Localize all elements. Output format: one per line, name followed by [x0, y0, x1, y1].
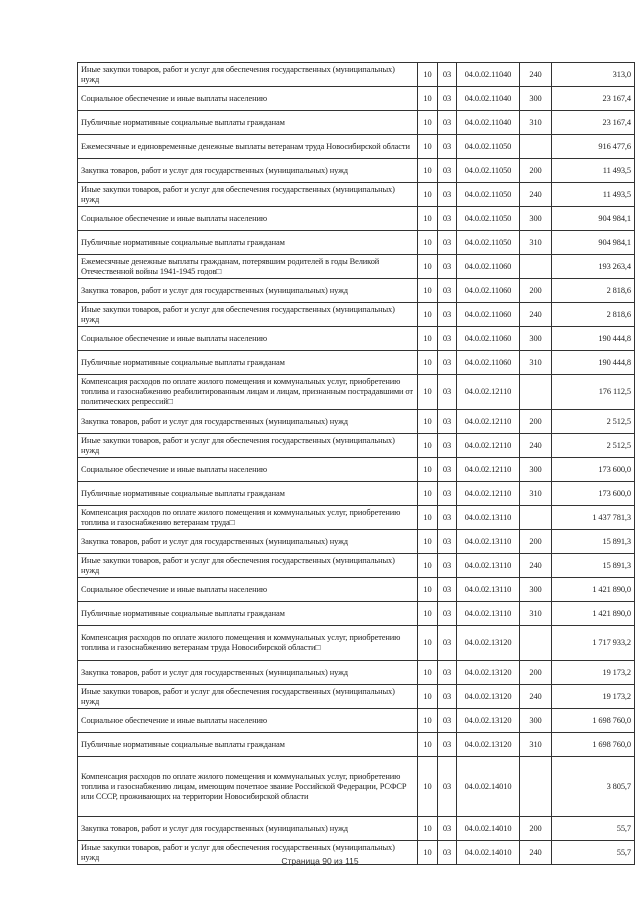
row-amount: 2 818,6: [552, 303, 635, 327]
table-row: [78, 733, 635, 757]
row-subsection-code: 03: [438, 279, 457, 303]
row-section-code: 10: [418, 434, 438, 458]
row-section-code: 10: [418, 506, 438, 530]
row-expense-type-code: [520, 135, 552, 159]
row-description: Публичные нормативные социальные выплаты гражданам: [78, 231, 418, 255]
table-row: [78, 375, 635, 410]
row-subsection-code: 03: [438, 434, 457, 458]
row-description: Закупка товаров, работ и услуг для государственных (муниципальных) нужд: [78, 410, 418, 434]
row-description: Иные закупки товаров, работ и услуг для обеспечения государственных (муниципальных) нужд: [78, 841, 418, 865]
row-expense-type-code: 310: [520, 733, 552, 757]
table-row: [78, 135, 635, 159]
row-target-code: 04.0.02.11060: [457, 255, 520, 279]
row-section-code: 10: [418, 351, 438, 375]
row-subsection-code: 03: [438, 602, 457, 626]
row-target-code: 04.0.02.11060: [457, 279, 520, 303]
row-subsection-code: 03: [438, 183, 457, 207]
row-amount: 15 891,3: [552, 530, 635, 554]
row-amount: 2 512,5: [552, 434, 635, 458]
row-target-code: 04.0.02.11060: [457, 327, 520, 351]
row-amount: 190 444,8: [552, 327, 635, 351]
row-section-code: 10: [418, 482, 438, 506]
row-section-code: 10: [418, 231, 438, 255]
row-expense-type-code: 310: [520, 111, 552, 135]
row-expense-type-code: 300: [520, 578, 552, 602]
row-subsection-code: 03: [438, 626, 457, 661]
row-subsection-code: 03: [438, 410, 457, 434]
row-subsection-code: 03: [438, 231, 457, 255]
row-subsection-code: 03: [438, 255, 457, 279]
row-description: Иные закупки товаров, работ и услуг для обеспечения государственных (муниципальных) нужд: [78, 303, 418, 327]
row-description: Иные закупки товаров, работ и услуг для обеспечения государственных (муниципальных) нужд: [78, 63, 418, 87]
row-expense-type-code: 300: [520, 709, 552, 733]
row-target-code: 04.0.02.11050: [457, 183, 520, 207]
row-amount: 1 698 760,0: [552, 733, 635, 757]
row-target-code: 04.0.02.14010: [457, 817, 520, 841]
row-description: Социальное обеспечение и иные выплаты населению: [78, 207, 418, 231]
row-target-code: 04.0.02.12110: [457, 375, 520, 410]
table-row: [78, 482, 635, 506]
budget-table-container: [77, 62, 634, 865]
table-row: [78, 602, 635, 626]
row-section-code: 10: [418, 207, 438, 231]
row-description: Публичные нормативные социальные выплаты гражданам: [78, 482, 418, 506]
row-section-code: 10: [418, 458, 438, 482]
row-subsection-code: 03: [438, 351, 457, 375]
table-row: [78, 578, 635, 602]
row-target-code: 04.0.02.13110: [457, 578, 520, 602]
row-section-code: 10: [418, 578, 438, 602]
table-row: [78, 434, 635, 458]
row-description: Закупка товаров, работ и услуг для государственных (муниципальных) нужд: [78, 159, 418, 183]
row-description: Социальное обеспечение и иные выплаты населению: [78, 87, 418, 111]
row-target-code: 04.0.02.12110: [457, 410, 520, 434]
row-description: Компенсация расходов по оплате жилого помещения и коммунальных услуг, приобретению топлива и газоснабжению ветеранам труда Новосибирской области□: [78, 626, 418, 661]
row-expense-type-code: 240: [520, 554, 552, 578]
row-description: Публичные нормативные социальные выплаты гражданам: [78, 733, 418, 757]
row-expense-type-code: 240: [520, 434, 552, 458]
row-section-code: 10: [418, 327, 438, 351]
row-subsection-code: 03: [438, 111, 457, 135]
row-target-code: 04.0.02.12110: [457, 482, 520, 506]
row-target-code: 04.0.02.14010: [457, 841, 520, 865]
row-section-code: 10: [418, 279, 438, 303]
row-section-code: 10: [418, 817, 438, 841]
row-description: Социальное обеспечение и иные выплаты населению: [78, 709, 418, 733]
row-expense-type-code: 200: [520, 530, 552, 554]
table-row: [78, 661, 635, 685]
row-subsection-code: 03: [438, 817, 457, 841]
table-row: [78, 685, 635, 709]
row-section-code: 10: [418, 554, 438, 578]
row-amount: 1 421 890,0: [552, 602, 635, 626]
row-description: Закупка товаров, работ и услуг для государственных (муниципальных) нужд: [78, 530, 418, 554]
row-description: Компенсация расходов по оплате жилого помещения и коммунальных услуг, приобретению топлива и газоснабжению лицам, имеющим почетное звание Российской Федерации, РСФСР или СССР, проживающих на территории Новосибирской области: [78, 757, 418, 817]
row-target-code: 04.0.02.13110: [457, 506, 520, 530]
row-target-code: 04.0.02.11040: [457, 63, 520, 87]
row-description: Иные закупки товаров, работ и услуг для обеспечения государственных (муниципальных) нужд: [78, 183, 418, 207]
row-subsection-code: 03: [438, 685, 457, 709]
row-expense-type-code: 300: [520, 458, 552, 482]
row-amount: 11 493,5: [552, 159, 635, 183]
row-section-code: 10: [418, 375, 438, 410]
row-expense-type-code: 240: [520, 841, 552, 865]
row-subsection-code: 03: [438, 578, 457, 602]
table-row: [78, 159, 635, 183]
row-target-code: 04.0.02.13120: [457, 661, 520, 685]
table-row: [78, 530, 635, 554]
table-row: [78, 351, 635, 375]
row-subsection-code: 03: [438, 506, 457, 530]
row-section-code: 10: [418, 63, 438, 87]
row-subsection-code: 03: [438, 327, 457, 351]
row-description: Публичные нормативные социальные выплаты гражданам: [78, 111, 418, 135]
row-subsection-code: 03: [438, 841, 457, 865]
row-section-code: 10: [418, 661, 438, 685]
row-target-code: 04.0.02.13120: [457, 626, 520, 661]
row-amount: 1 421 890,0: [552, 578, 635, 602]
row-expense-type-code: 200: [520, 159, 552, 183]
row-expense-type-code: 300: [520, 207, 552, 231]
row-subsection-code: 03: [438, 207, 457, 231]
row-description: Публичные нормативные социальные выплаты гражданам: [78, 351, 418, 375]
row-expense-type-code: 200: [520, 817, 552, 841]
row-target-code: 04.0.02.11040: [457, 87, 520, 111]
row-target-code: 04.0.02.11060: [457, 351, 520, 375]
table-row: [78, 207, 635, 231]
budget-table: [77, 62, 635, 865]
row-amount: 19 173,2: [552, 685, 635, 709]
row-section-code: 10: [418, 410, 438, 434]
table-row: [78, 709, 635, 733]
row-subsection-code: 03: [438, 375, 457, 410]
row-subsection-code: 03: [438, 303, 457, 327]
row-expense-type-code: 240: [520, 63, 552, 87]
table-row: [78, 303, 635, 327]
row-target-code: 04.0.02.13120: [457, 709, 520, 733]
row-target-code: 04.0.02.13120: [457, 685, 520, 709]
row-expense-type-code: [520, 757, 552, 817]
row-section-code: 10: [418, 841, 438, 865]
row-description: Закупка товаров, работ и услуг для государственных (муниципальных) нужд: [78, 817, 418, 841]
row-subsection-code: 03: [438, 530, 457, 554]
row-expense-type-code: 240: [520, 685, 552, 709]
row-expense-type-code: 240: [520, 303, 552, 327]
table-row: [78, 327, 635, 351]
table-row: [78, 410, 635, 434]
row-expense-type-code: 310: [520, 482, 552, 506]
row-target-code: 04.0.02.11060: [457, 303, 520, 327]
table-row: [78, 817, 635, 841]
row-amount: 176 112,5: [552, 375, 635, 410]
row-target-code: 04.0.02.13110: [457, 530, 520, 554]
row-expense-type-code: 300: [520, 327, 552, 351]
row-section-code: 10: [418, 709, 438, 733]
row-expense-type-code: 200: [520, 661, 552, 685]
table-row: [78, 458, 635, 482]
row-section-code: 10: [418, 159, 438, 183]
row-amount: 2 512,5: [552, 410, 635, 434]
row-subsection-code: 03: [438, 135, 457, 159]
row-amount: 173 600,0: [552, 482, 635, 506]
row-section-code: 10: [418, 757, 438, 817]
row-subsection-code: 03: [438, 733, 457, 757]
row-section-code: 10: [418, 255, 438, 279]
row-subsection-code: 03: [438, 458, 457, 482]
page-number: Страница 90 из 115: [281, 856, 359, 866]
row-section-code: 10: [418, 626, 438, 661]
row-subsection-code: 03: [438, 757, 457, 817]
row-amount: 916 477,6: [552, 135, 635, 159]
row-subsection-code: 03: [438, 87, 457, 111]
row-description: Социальное обеспечение и иные выплаты населению: [78, 578, 418, 602]
row-amount: 23 167,4: [552, 87, 635, 111]
row-description: Ежемесячные и единовременные денежные выплаты ветеранам труда Новосибирской области: [78, 135, 418, 159]
row-amount: 1 437 781,3: [552, 506, 635, 530]
row-section-code: 10: [418, 135, 438, 159]
row-description: Закупка товаров, работ и услуг для государственных (муниципальных) нужд: [78, 661, 418, 685]
row-subsection-code: 03: [438, 482, 457, 506]
row-subsection-code: 03: [438, 661, 457, 685]
budget-table-body: [78, 63, 635, 865]
row-subsection-code: 03: [438, 554, 457, 578]
row-amount: 904 984,1: [552, 231, 635, 255]
row-description: Ежемесячные денежные выплаты гражданам, потерявшим родителей в годы Великой Отечественной войны 1941-1945 годов□: [78, 255, 418, 279]
row-target-code: 04.0.02.11040: [457, 111, 520, 135]
row-amount: 23 167,4: [552, 111, 635, 135]
row-expense-type-code: [520, 626, 552, 661]
row-expense-type-code: [520, 375, 552, 410]
row-target-code: 04.0.02.11050: [457, 159, 520, 183]
row-description: Компенсация расходов по оплате жилого помещения и коммунальных услуг, приобретению топлива и газоснабжению реабилитированным лицам и лицам, признанным пострадавшими от политических репрессий□: [78, 375, 418, 410]
row-target-code: 04.0.02.13120: [457, 733, 520, 757]
row-amount: 15 891,3: [552, 554, 635, 578]
row-expense-type-code: 200: [520, 279, 552, 303]
row-section-code: 10: [418, 87, 438, 111]
table-row: [78, 506, 635, 530]
table-row: [78, 626, 635, 661]
row-target-code: 04.0.02.14010: [457, 757, 520, 817]
row-target-code: 04.0.02.12110: [457, 434, 520, 458]
table-row: [78, 554, 635, 578]
row-amount: 904 984,1: [552, 207, 635, 231]
row-amount: 11 493,5: [552, 183, 635, 207]
row-description: Закупка товаров, работ и услуг для государственных (муниципальных) нужд: [78, 279, 418, 303]
row-target-code: 04.0.02.13110: [457, 602, 520, 626]
row-expense-type-code: 200: [520, 410, 552, 434]
row-amount: 55,7: [552, 841, 635, 865]
table-row: [78, 279, 635, 303]
row-subsection-code: 03: [438, 63, 457, 87]
row-description: Иные закупки товаров, работ и услуг для обеспечения государственных (муниципальных) нужд: [78, 554, 418, 578]
row-section-code: 10: [418, 685, 438, 709]
row-target-code: 04.0.02.13110: [457, 554, 520, 578]
row-target-code: 04.0.02.12110: [457, 458, 520, 482]
row-description: Иные закупки товаров, работ и услуг для обеспечения государственных (муниципальных) нужд: [78, 685, 418, 709]
row-section-code: 10: [418, 602, 438, 626]
row-description: Иные закупки товаров, работ и услуг для обеспечения государственных (муниципальных) нужд: [78, 434, 418, 458]
row-section-code: 10: [418, 733, 438, 757]
row-description: Социальное обеспечение и иные выплаты населению: [78, 458, 418, 482]
row-expense-type-code: 240: [520, 183, 552, 207]
table-row: [78, 231, 635, 255]
row-expense-type-code: 310: [520, 351, 552, 375]
row-subsection-code: 03: [438, 159, 457, 183]
row-amount: 3 805,7: [552, 757, 635, 817]
row-description: Публичные нормативные социальные выплаты гражданам: [78, 602, 418, 626]
row-expense-type-code: [520, 255, 552, 279]
row-expense-type-code: 310: [520, 602, 552, 626]
row-section-code: 10: [418, 183, 438, 207]
row-amount: 190 444,8: [552, 351, 635, 375]
table-row: [78, 111, 635, 135]
row-subsection-code: 03: [438, 709, 457, 733]
row-section-code: 10: [418, 303, 438, 327]
table-row: [78, 87, 635, 111]
row-amount: 2 818,6: [552, 279, 635, 303]
row-amount: 173 600,0: [552, 458, 635, 482]
row-amount: 1 717 933,2: [552, 626, 635, 661]
row-amount: 313,0: [552, 63, 635, 87]
row-expense-type-code: [520, 506, 552, 530]
row-amount: 19 173,2: [552, 661, 635, 685]
row-target-code: 04.0.02.11050: [457, 135, 520, 159]
row-amount: 55,7: [552, 817, 635, 841]
row-section-code: 10: [418, 530, 438, 554]
row-amount: 193 263,4: [552, 255, 635, 279]
table-row: [78, 255, 635, 279]
table-row: [78, 63, 635, 87]
row-target-code: 04.0.02.11050: [457, 207, 520, 231]
row-section-code: 10: [418, 111, 438, 135]
row-expense-type-code: 310: [520, 231, 552, 255]
row-amount: 1 698 760,0: [552, 709, 635, 733]
row-description: Социальное обеспечение и иные выплаты населению: [78, 327, 418, 351]
table-row: [78, 757, 635, 817]
row-expense-type-code: 300: [520, 87, 552, 111]
table-row: [78, 183, 635, 207]
row-description: Компенсация расходов по оплате жилого помещения и коммунальных услуг, приобретению топлива и газоснабжению ветеранам труда□: [78, 506, 418, 530]
row-target-code: 04.0.02.11050: [457, 231, 520, 255]
